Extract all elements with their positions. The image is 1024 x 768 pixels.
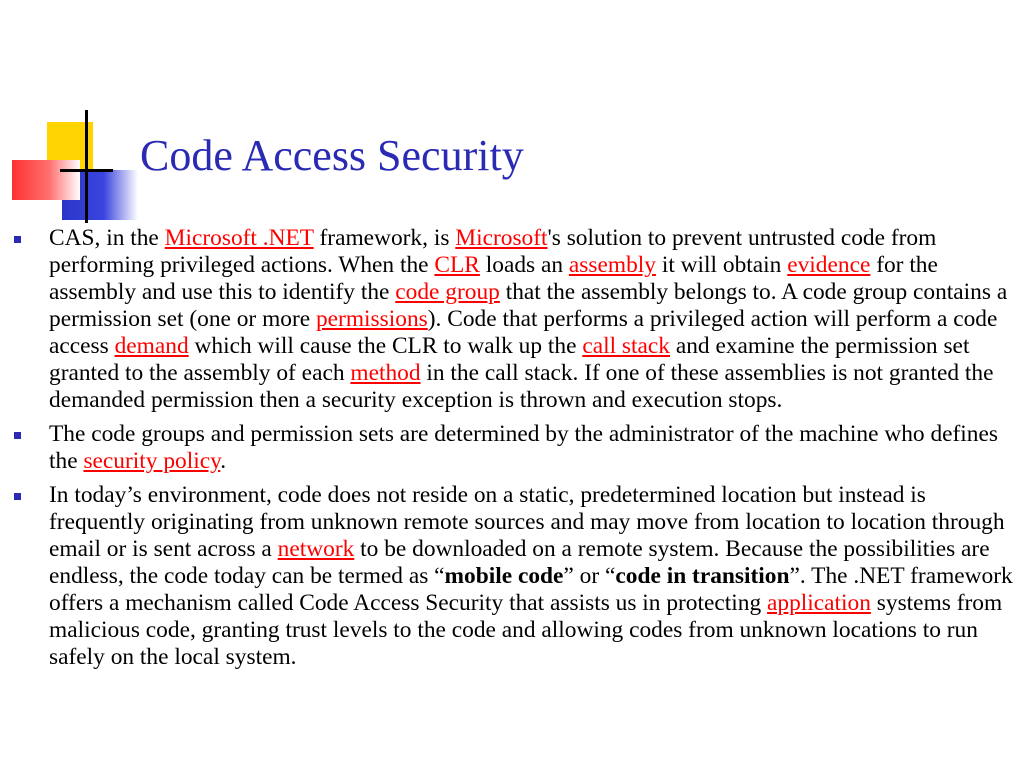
link-code-group[interactable]: code group bbox=[395, 279, 500, 305]
link-microsoft[interactable]: Microsoft bbox=[455, 225, 548, 251]
bold-term-mobile-code: mobile code bbox=[444, 563, 564, 589]
text: and examine the permission set granted to the assembly of each bbox=[49, 333, 970, 386]
bullet-marker-icon bbox=[14, 432, 21, 439]
link-evidence[interactable]: evidence bbox=[787, 252, 871, 278]
link-permissions[interactable]: permissions bbox=[315, 306, 428, 332]
link-application[interactable]: application bbox=[767, 590, 871, 616]
text: for the assembly and use this to identify the bbox=[49, 252, 938, 305]
bullet-marker-icon bbox=[14, 493, 21, 500]
text: CAS, in the bbox=[49, 225, 165, 251]
bullet-item-2 bbox=[12, 421, 1016, 475]
text: it will obtain bbox=[655, 252, 788, 278]
bullet-item-1 bbox=[12, 225, 1016, 414]
text: loads an bbox=[479, 252, 569, 278]
text: The code groups and permission sets are determined by the administrator of the machine who defines the bbox=[49, 421, 998, 474]
text: that the assembly belongs to. A code group contains a permission set (one or more bbox=[49, 279, 1008, 332]
text: In today’s environment, code does not reside on a static, predetermined location but instead is frequently originating from unknown remote sources and may move from location to location through email or is sent across a bbox=[49, 482, 1005, 562]
bullet-list bbox=[12, 225, 1016, 678]
link-assembly[interactable]: assembly bbox=[568, 252, 656, 278]
bullet-item-3 bbox=[12, 482, 1016, 671]
link-clr[interactable]: CLR bbox=[434, 252, 480, 278]
link-demand[interactable]: demand bbox=[114, 333, 189, 359]
text: in the call stack. If one of these assemblies is not granted the demanded permission then a security exception is thrown and execution stops. bbox=[49, 360, 994, 413]
text: ). Code that performs a privileged action will perform a code access bbox=[49, 306, 998, 359]
text: systems from malicious code, granting trust levels to the code and allowing codes from unknown locations to run safely on the local system. bbox=[49, 590, 1003, 670]
link-call-stack[interactable]: call stack bbox=[582, 333, 670, 359]
link-network[interactable]: network bbox=[277, 536, 355, 562]
text: framework, is bbox=[313, 225, 456, 251]
text: ”. The .NET framework offers a mechanism called Code Access Security that assists us in protecting bbox=[49, 563, 1013, 616]
slide-title: Code Access Security bbox=[140, 131, 524, 180]
text: 's solution to prevent untrusted code from performing privileged actions. When the bbox=[49, 225, 937, 278]
logo-red-square bbox=[12, 160, 80, 200]
text: to be downloaded on a remote system. Because the possibilities are endless, the code today can be termed as “ bbox=[49, 536, 990, 589]
link-microsoft-net[interactable]: Microsoft .NET bbox=[164, 225, 314, 251]
text: . bbox=[220, 448, 227, 474]
link-method[interactable]: method bbox=[350, 360, 421, 386]
link-security-policy[interactable]: security policy bbox=[83, 448, 221, 474]
logo-horizontal-line bbox=[60, 169, 113, 172]
text: ” or “ bbox=[563, 563, 616, 589]
bullet-marker-icon bbox=[14, 236, 21, 243]
bold-term-code-in-transition: code in transition bbox=[615, 563, 790, 589]
text: which will cause the CLR to walk up the bbox=[188, 333, 583, 359]
logo-icon bbox=[0, 0, 140, 240]
logo-vertical-line bbox=[85, 110, 88, 223]
